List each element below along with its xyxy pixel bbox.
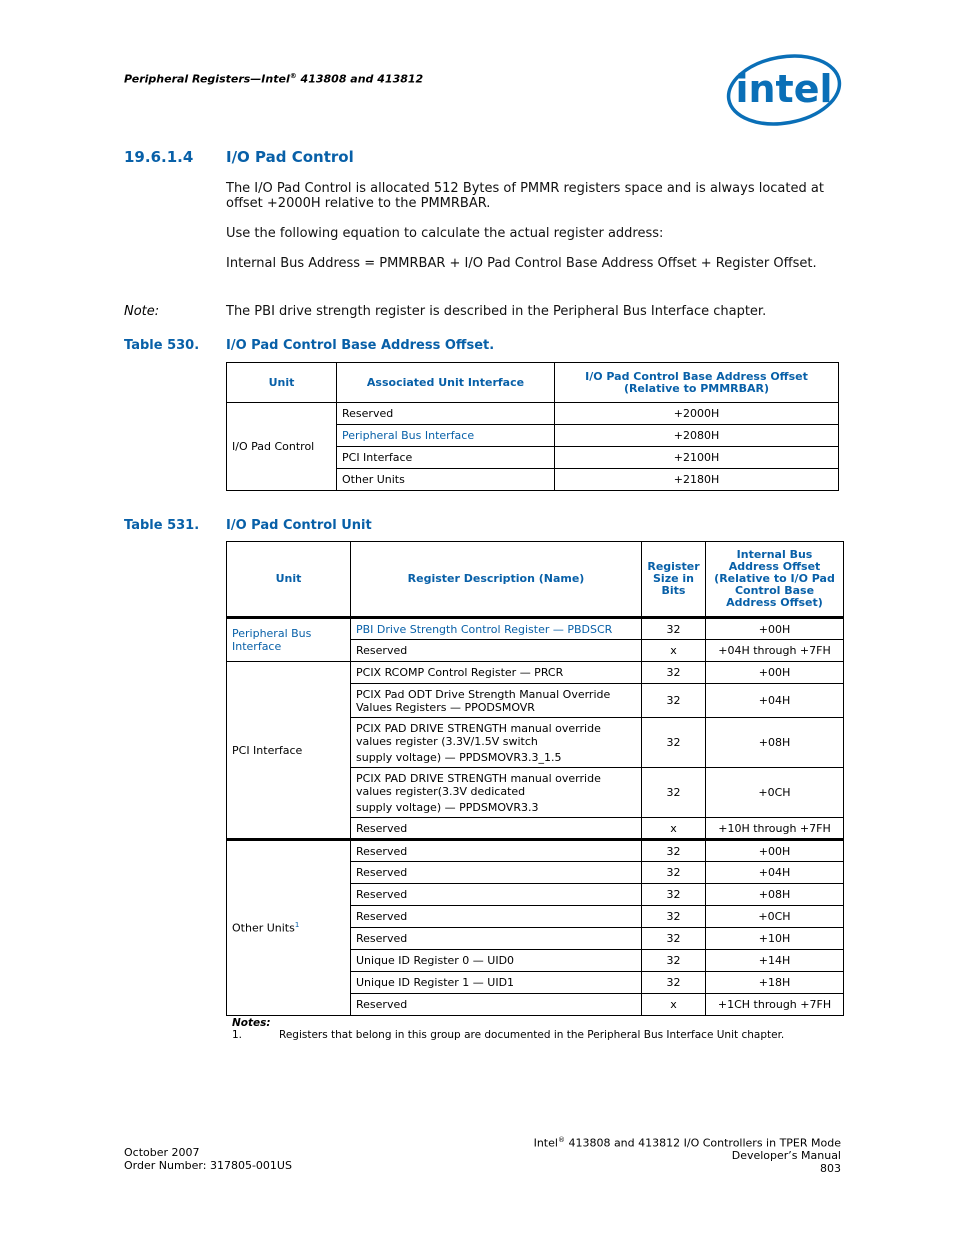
table-header-row xyxy=(227,542,844,618)
description-line: supply voltage) — PPDSMOVR3.3_1.5 xyxy=(356,750,562,764)
description-cell: Reserved xyxy=(351,840,642,862)
description-cell: Unique ID Register 1 — UID1 xyxy=(351,972,642,994)
description-line: PCIX PAD DRIVE STRENGTH manual override values register(3.3V dedicated xyxy=(356,771,601,798)
interface-cell: PCI Interface xyxy=(337,447,555,469)
size-cell: 32 xyxy=(642,906,706,928)
description-cell: Reserved xyxy=(351,818,642,840)
footer-doc-title-pre: Intel xyxy=(533,1136,558,1150)
table-530-title: I/O Pad Control Base Address Offset. xyxy=(226,338,495,353)
offset-cell: +00H xyxy=(706,618,844,640)
note-text: The PBI drive strength register is described in the Peripheral Bus Interface chapter. xyxy=(226,304,767,319)
offset-cell: +14H xyxy=(706,950,844,972)
offset-cell: +10H through +7FH xyxy=(706,818,844,840)
footer-doc-title-post: 413808 and 413812 I/O Controllers in TPER Mode xyxy=(564,1136,841,1150)
footer-doc-subtitle: Developer’s Manual xyxy=(731,1149,841,1163)
unit-cell: PCI Interface xyxy=(227,662,351,840)
offset-cell: +2180H xyxy=(555,469,839,491)
offset-cell: +04H through +7FH xyxy=(706,640,844,662)
interface-cell: Reserved xyxy=(337,403,555,425)
offset-cell: +18H xyxy=(706,972,844,994)
col-header-unit: Unit xyxy=(227,542,351,618)
unit-label: Other Units xyxy=(232,921,295,935)
size-cell: 32 xyxy=(642,884,706,906)
table-530-label: Table 530. xyxy=(124,338,200,353)
description-cell: Reserved xyxy=(351,994,642,1016)
running-header xyxy=(124,72,423,86)
size-cell: 32 xyxy=(642,862,706,884)
offset-cell: +04H xyxy=(706,684,844,718)
description-line: PCIX PAD DRIVE STRENGTH manual override values register (3.3V/1.5V switch xyxy=(356,721,601,748)
running-title-post: 413808 and 413812 xyxy=(296,72,424,86)
registered-mark: ® xyxy=(557,1136,565,1144)
footer-doc-title xyxy=(534,1134,841,1150)
col-header-unit: Unit xyxy=(227,363,337,403)
description-cell: PCIX Pad ODT Drive Strength Manual Override Values Registers — PPODSMOVR xyxy=(351,684,642,718)
table-531-label: Table 531. xyxy=(124,518,200,533)
offset-cell: +00H xyxy=(706,840,844,862)
col-header-offset: Internal Bus Address Offset (Relative to I/O Pad Control Base Address Offset) xyxy=(706,542,844,618)
description-cell: PCIX RCOMP Control Register — PRCR xyxy=(351,662,642,684)
footer-right xyxy=(534,1134,841,1175)
col-header-description: Register Description (Name) xyxy=(351,542,642,618)
description-cell xyxy=(351,768,642,818)
description-cell: Reserved xyxy=(351,884,642,906)
offset-cell: +10H xyxy=(706,928,844,950)
description-cell: Unique ID Register 0 — UID0 xyxy=(351,950,642,972)
table-531-title: I/O Pad Control Unit xyxy=(226,518,372,533)
table-row xyxy=(227,403,839,425)
footer-left xyxy=(124,1147,292,1172)
paragraph-3: Internal Bus Address = PMMRBAR + I/O Pad Control Base Address Offset + Register Offset. xyxy=(226,256,817,271)
size-cell: x xyxy=(642,640,706,662)
description-cell: Reserved xyxy=(351,862,642,884)
offset-cell: +1CH through +7FH xyxy=(706,994,844,1016)
size-cell: 32 xyxy=(642,768,706,818)
size-cell: x xyxy=(642,818,706,840)
footer-order-number: Order Number: 317805-001US xyxy=(124,1158,292,1172)
interface-cell: Other Units xyxy=(337,469,555,491)
col-header-offset: I/O Pad Control Base Address Offset (Relative to PMMRBAR) xyxy=(555,363,839,403)
description-cell: Reserved xyxy=(351,906,642,928)
table-531 xyxy=(226,541,844,1016)
size-cell: 32 xyxy=(642,662,706,684)
description-cell: Reserved xyxy=(351,928,642,950)
offset-cell: +04H xyxy=(706,862,844,884)
logo-text: intel xyxy=(735,67,833,111)
table-row xyxy=(227,618,844,640)
note-text: Registers that belong in this group are documented in the Peripheral Bus Interface Unit chapter. xyxy=(279,1029,785,1041)
col-header-interface: Associated Unit Interface xyxy=(337,363,555,403)
footnote-link[interactable]: 1 xyxy=(294,921,300,930)
table-header-row xyxy=(227,363,839,403)
section-title: I/O Pad Control xyxy=(226,148,354,166)
note-number: 1. xyxy=(232,1029,243,1041)
footer-date: October 2007 xyxy=(124,1146,200,1159)
offset-cell: +2000H xyxy=(555,403,839,425)
pbdscr-link[interactable]: PBI Drive Strength Control Register — PBDSCR xyxy=(351,618,642,640)
footer-page-number: 803 xyxy=(820,1161,841,1175)
col-header-size: Register Size in Bits xyxy=(642,542,706,618)
size-cell: 32 xyxy=(642,840,706,862)
description-cell xyxy=(351,718,642,768)
table-row xyxy=(227,840,844,862)
offset-cell: +0CH xyxy=(706,906,844,928)
table-row xyxy=(227,662,844,684)
unit-cell: I/O Pad Control xyxy=(227,403,337,491)
size-cell: 32 xyxy=(642,928,706,950)
unit-cell xyxy=(227,840,351,1016)
paragraph-1: The I/O Pad Control is allocated 512 Bytes of PMMR registers space and is always located at offset +2000H relative to the PMMRBAR. xyxy=(226,181,824,211)
offset-cell: +0CH xyxy=(706,768,844,818)
notes-heading: Notes: xyxy=(232,1017,271,1029)
note-label: Note: xyxy=(124,304,160,319)
offset-cell: +08H xyxy=(706,884,844,906)
description-line: supply voltage) — PPDSMOVR3.3 xyxy=(356,800,539,814)
size-cell: 32 xyxy=(642,684,706,718)
table-530 xyxy=(226,362,839,491)
peripheral-bus-interface-link[interactable]: Peripheral Bus Interface xyxy=(337,425,555,447)
description-cell: Reserved xyxy=(351,640,642,662)
running-title-pre: Peripheral Registers—Intel xyxy=(124,72,290,86)
note-item xyxy=(232,1029,842,1042)
size-cell: 32 xyxy=(642,618,706,640)
peripheral-bus-interface-link[interactable]: Peripheral Bus Interface xyxy=(227,618,351,662)
offset-cell: +2080H xyxy=(555,425,839,447)
offset-cell: +00H xyxy=(706,662,844,684)
section-number: 19.6.1.4 xyxy=(124,148,194,166)
table-notes xyxy=(232,1017,842,1042)
size-cell: 32 xyxy=(642,718,706,768)
size-cell: x xyxy=(642,994,706,1016)
intel-logo xyxy=(724,52,844,128)
paragraph-2: Use the following equation to calculate the actual register address: xyxy=(226,226,664,241)
registered-mark: ® xyxy=(289,72,297,80)
size-cell: 32 xyxy=(642,972,706,994)
offset-cell: +2100H xyxy=(555,447,839,469)
size-cell: 32 xyxy=(642,950,706,972)
offset-cell: +08H xyxy=(706,718,844,768)
